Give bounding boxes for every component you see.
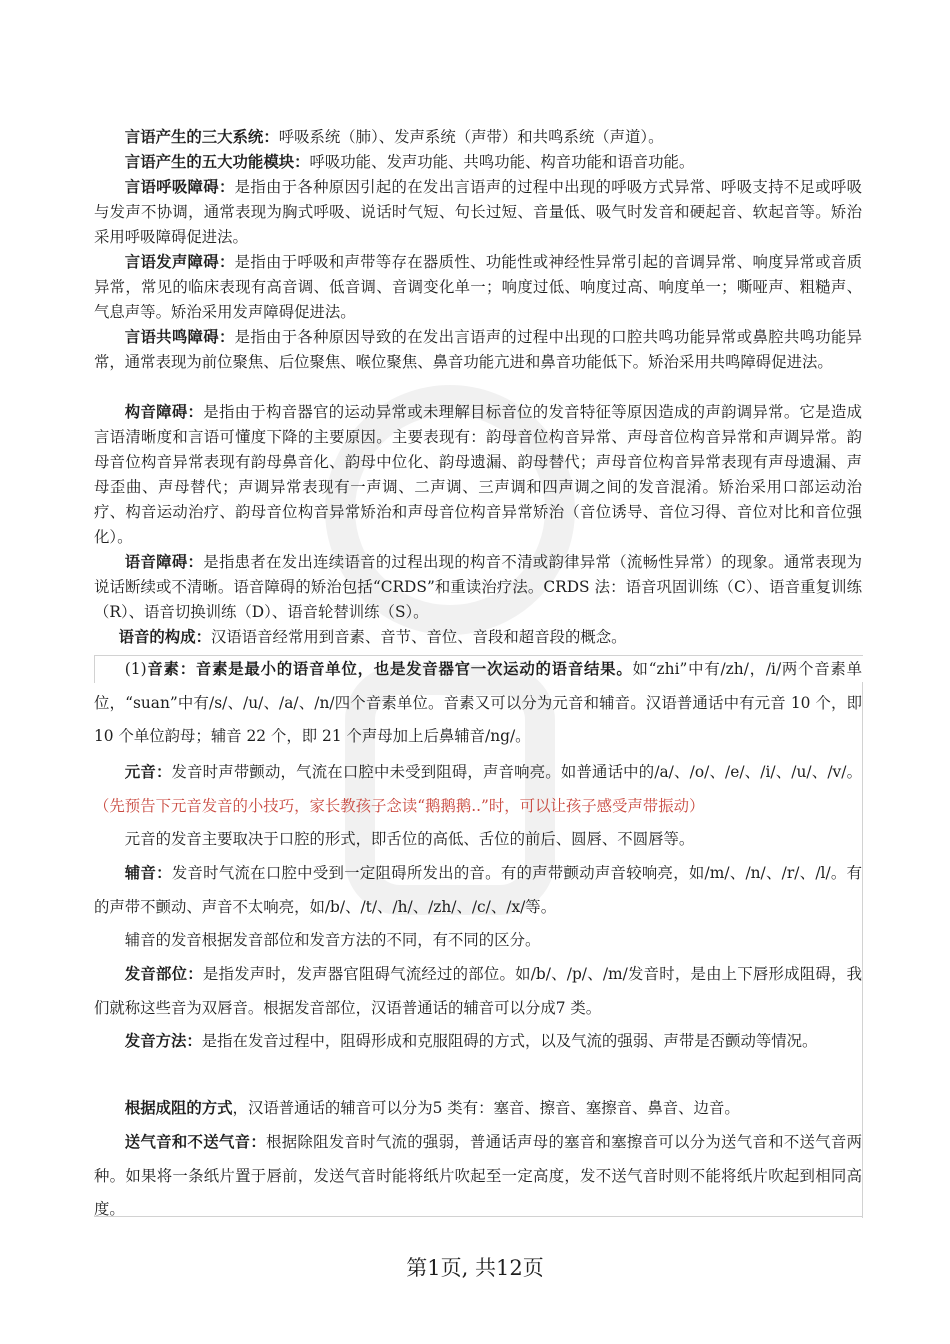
- para-text: 发音时气流在口腔中受到一定阻碍所发出的音。有的声带颤动声音较响亮，如/m/、/n/、/r/、/l/。有的声带不颤动、声音不太响亮，如/b/、/t/、/h/、/zh/、/c/、/x/等。: [94, 864, 862, 916]
- para-text: 是指由于各种原因导致的在发出言语声的过程中出现的口腔共鸣功能异常或鼻腔共鸣功能异常，通常表现为前位聚焦、后位聚焦、喉位聚焦、鼻音功能亢进和鼻音功能低下。矫治采用共鸣障碍促进法。: [94, 328, 862, 371]
- para-text: 根据除阻发音时气流的强弱，普通话声母的塞音和塞擦音可以分为送气音和不送气音两种。如果将一条纸片置于唇前，发送气音时能将纸片吹起至一定高度，发不送气音时则不能将纸片吹起到相同高度。: [94, 1133, 862, 1219]
- para-text: 是指患者在发出连续语音的过程出现的构音不清或韵律异常（流畅性异常）的现象。通常表现为说话断续或不清晰。语音障碍的矫治包括“CRDS”和重读治疗法。CRDS 法：语音巩固训练（C）、语音重复训练（R）、语音切换训练（D）、语音轮替训练（S）。: [94, 553, 862, 621]
- term-label: 语音的构成：: [118, 628, 211, 646]
- para-text: 辅音的发音根据发音部位和发音方法的不同，有不同的区分。: [124, 931, 541, 949]
- para-resonance-disorder: [94, 325, 862, 375]
- para-text: 呼吸功能、发声功能、共鸣功能、构音功能和语音功能。: [309, 153, 695, 171]
- para-speech-disorder: [94, 550, 862, 625]
- para-phoneme: [94, 653, 862, 754]
- box-border-right: [862, 682, 863, 1218]
- para-text: 汉语语音经常用到音素、音节、音位、音段和超音段的概念。: [210, 628, 627, 646]
- list-prefix: (1): [124, 660, 147, 678]
- para-obstruction-manner: [94, 1092, 862, 1126]
- para-text: 是指由于各种原因引起的在发出言语声的过程中出现的呼吸方式异常、呼吸支持不足或呼吸与发声不协调，通常表现为胸式呼吸、说话时气短、句长过短、音量低、吸气时发音和硬起音、软起音等。矫治采用呼吸障碍促进法。: [94, 178, 862, 246]
- para-aspirated-unaspirated: [94, 1126, 862, 1227]
- term-label: 言语呼吸障碍：: [124, 178, 235, 196]
- para-text: 如“zhi”中有/zh/，/i/两个音素单位，“suan”中有/s/、/u/、/a/、/n/四个音素单位。音素又可以分为元音和辅音。汉语普通话中有元音 10 个，即 10 个单位韵母；辅音 22 个，即 21 个声母加上后鼻辅音/ng/。: [94, 660, 862, 746]
- page-number-footer: 第1页, 共12页: [406, 1256, 544, 1280]
- term-label: 构音障碍：: [124, 403, 204, 421]
- para-articulation-disorder: [94, 400, 862, 550]
- para-text: 是指在发音过程中，阻碍形成和克服阻碍的方式，以及气流的强弱、声带是否颤动等情况。: [201, 1032, 818, 1050]
- para-place-of-articulation: [94, 958, 862, 1025]
- term-label: 发音方法：: [124, 1032, 202, 1050]
- term-label: 音素：音素是最小的语音单位，也是发音器官一次运动的语音结果。: [146, 660, 633, 678]
- teaching-tip-note: （先预告下元音发音的小技巧，家长教孩子念读“鹅鹅鹅..”时，可以让孩子感受声带振动）: [94, 796, 705, 815]
- para-phonation-disorder: [94, 250, 862, 325]
- para-five-modules: [94, 150, 862, 175]
- para-text: 元音的发音主要取决于口腔的形式，即舌位的高低、舌位的前后、圆唇、不圆唇等。: [124, 830, 695, 848]
- para-text: 呼吸系统（肺）、发声系统（声带）和共鸣系统（声道）。: [278, 128, 664, 146]
- term-label: 发音部位：: [124, 965, 203, 983]
- term-label: 言语产生的三大系统：: [124, 128, 279, 146]
- para-text: 是指由于呼吸和声带等存在器质性、功能性或神经性异常引起的音调异常、响度异常或音质异常，常见的临床表现有高音调、低音调、音调变化单一；响度过低、响度过高、响度单一；嘶哑声、粗糙声、气息声等。矫治采用发声障碍促进法。: [94, 253, 862, 321]
- term-label: 元音：: [124, 763, 172, 781]
- term-label: 送气音和不送气音：: [124, 1133, 267, 1151]
- para-text: 是指发声时，发声器官阻碍气流经过的部位。如/b/、/p/、/m/发音时，是由上下唇形成阻碍，我们就称这些音为双唇音。根据发音部位，汉语普通话的辅音可以分成7 类。: [94, 965, 862, 1017]
- term-label: 言语产生的五大功能模块：: [124, 153, 310, 171]
- para-three-systems: [94, 125, 862, 150]
- para-manner-of-articulation: [94, 1025, 862, 1059]
- para-vowel-articulation: [94, 823, 862, 857]
- para-speech-composition: [94, 625, 862, 650]
- term-label: 语音障碍：: [124, 553, 204, 571]
- para-vowel: [94, 756, 862, 823]
- para-text: 是指由于构音器官的运动异常或未理解目标音位的发音特征等原因造成的声韵调异常。它是造成言语清晰度和言语可懂度下降的主要原因。主要表现有：韵母音位构音异常、声母音位构音异常和声调异常。韵母音位构音异常表现有韵母鼻音化、韵母中位化、韵母遗漏、韵母替代；声母音位构音异常表现有声母遗漏、声母歪曲、声母替代；声调异常表现有一声调、二声调、三声调和四声调之间的发音混淆。矫治采用口部运动治疗、构音运动治疗、韵母音位构音异常矫治和声母音位构音异常矫治（音位诱导、音位习得、音位对比和音位强化）。: [94, 403, 862, 546]
- para-respiration-disorder: [94, 175, 862, 250]
- term-label: 辅音：: [124, 864, 172, 882]
- term-label: 言语发声障碍：: [124, 253, 235, 271]
- para-consonant: [94, 857, 862, 924]
- term-label: 言语共鸣障碍：: [124, 328, 235, 346]
- para-text: ，汉语普通话的辅音可以分为5 类有：塞音、擦音、塞擦音、鼻音、边音。: [232, 1099, 740, 1117]
- para-text: 发音时声带颤动，气流在口腔中未受到阻碍，声音响亮。如普通话中的/a/、/o/、/e/、/i/、/u/、/v/。: [171, 763, 862, 781]
- term-label: 根据成阻的方式: [124, 1099, 233, 1117]
- para-consonant-classification: [94, 924, 862, 958]
